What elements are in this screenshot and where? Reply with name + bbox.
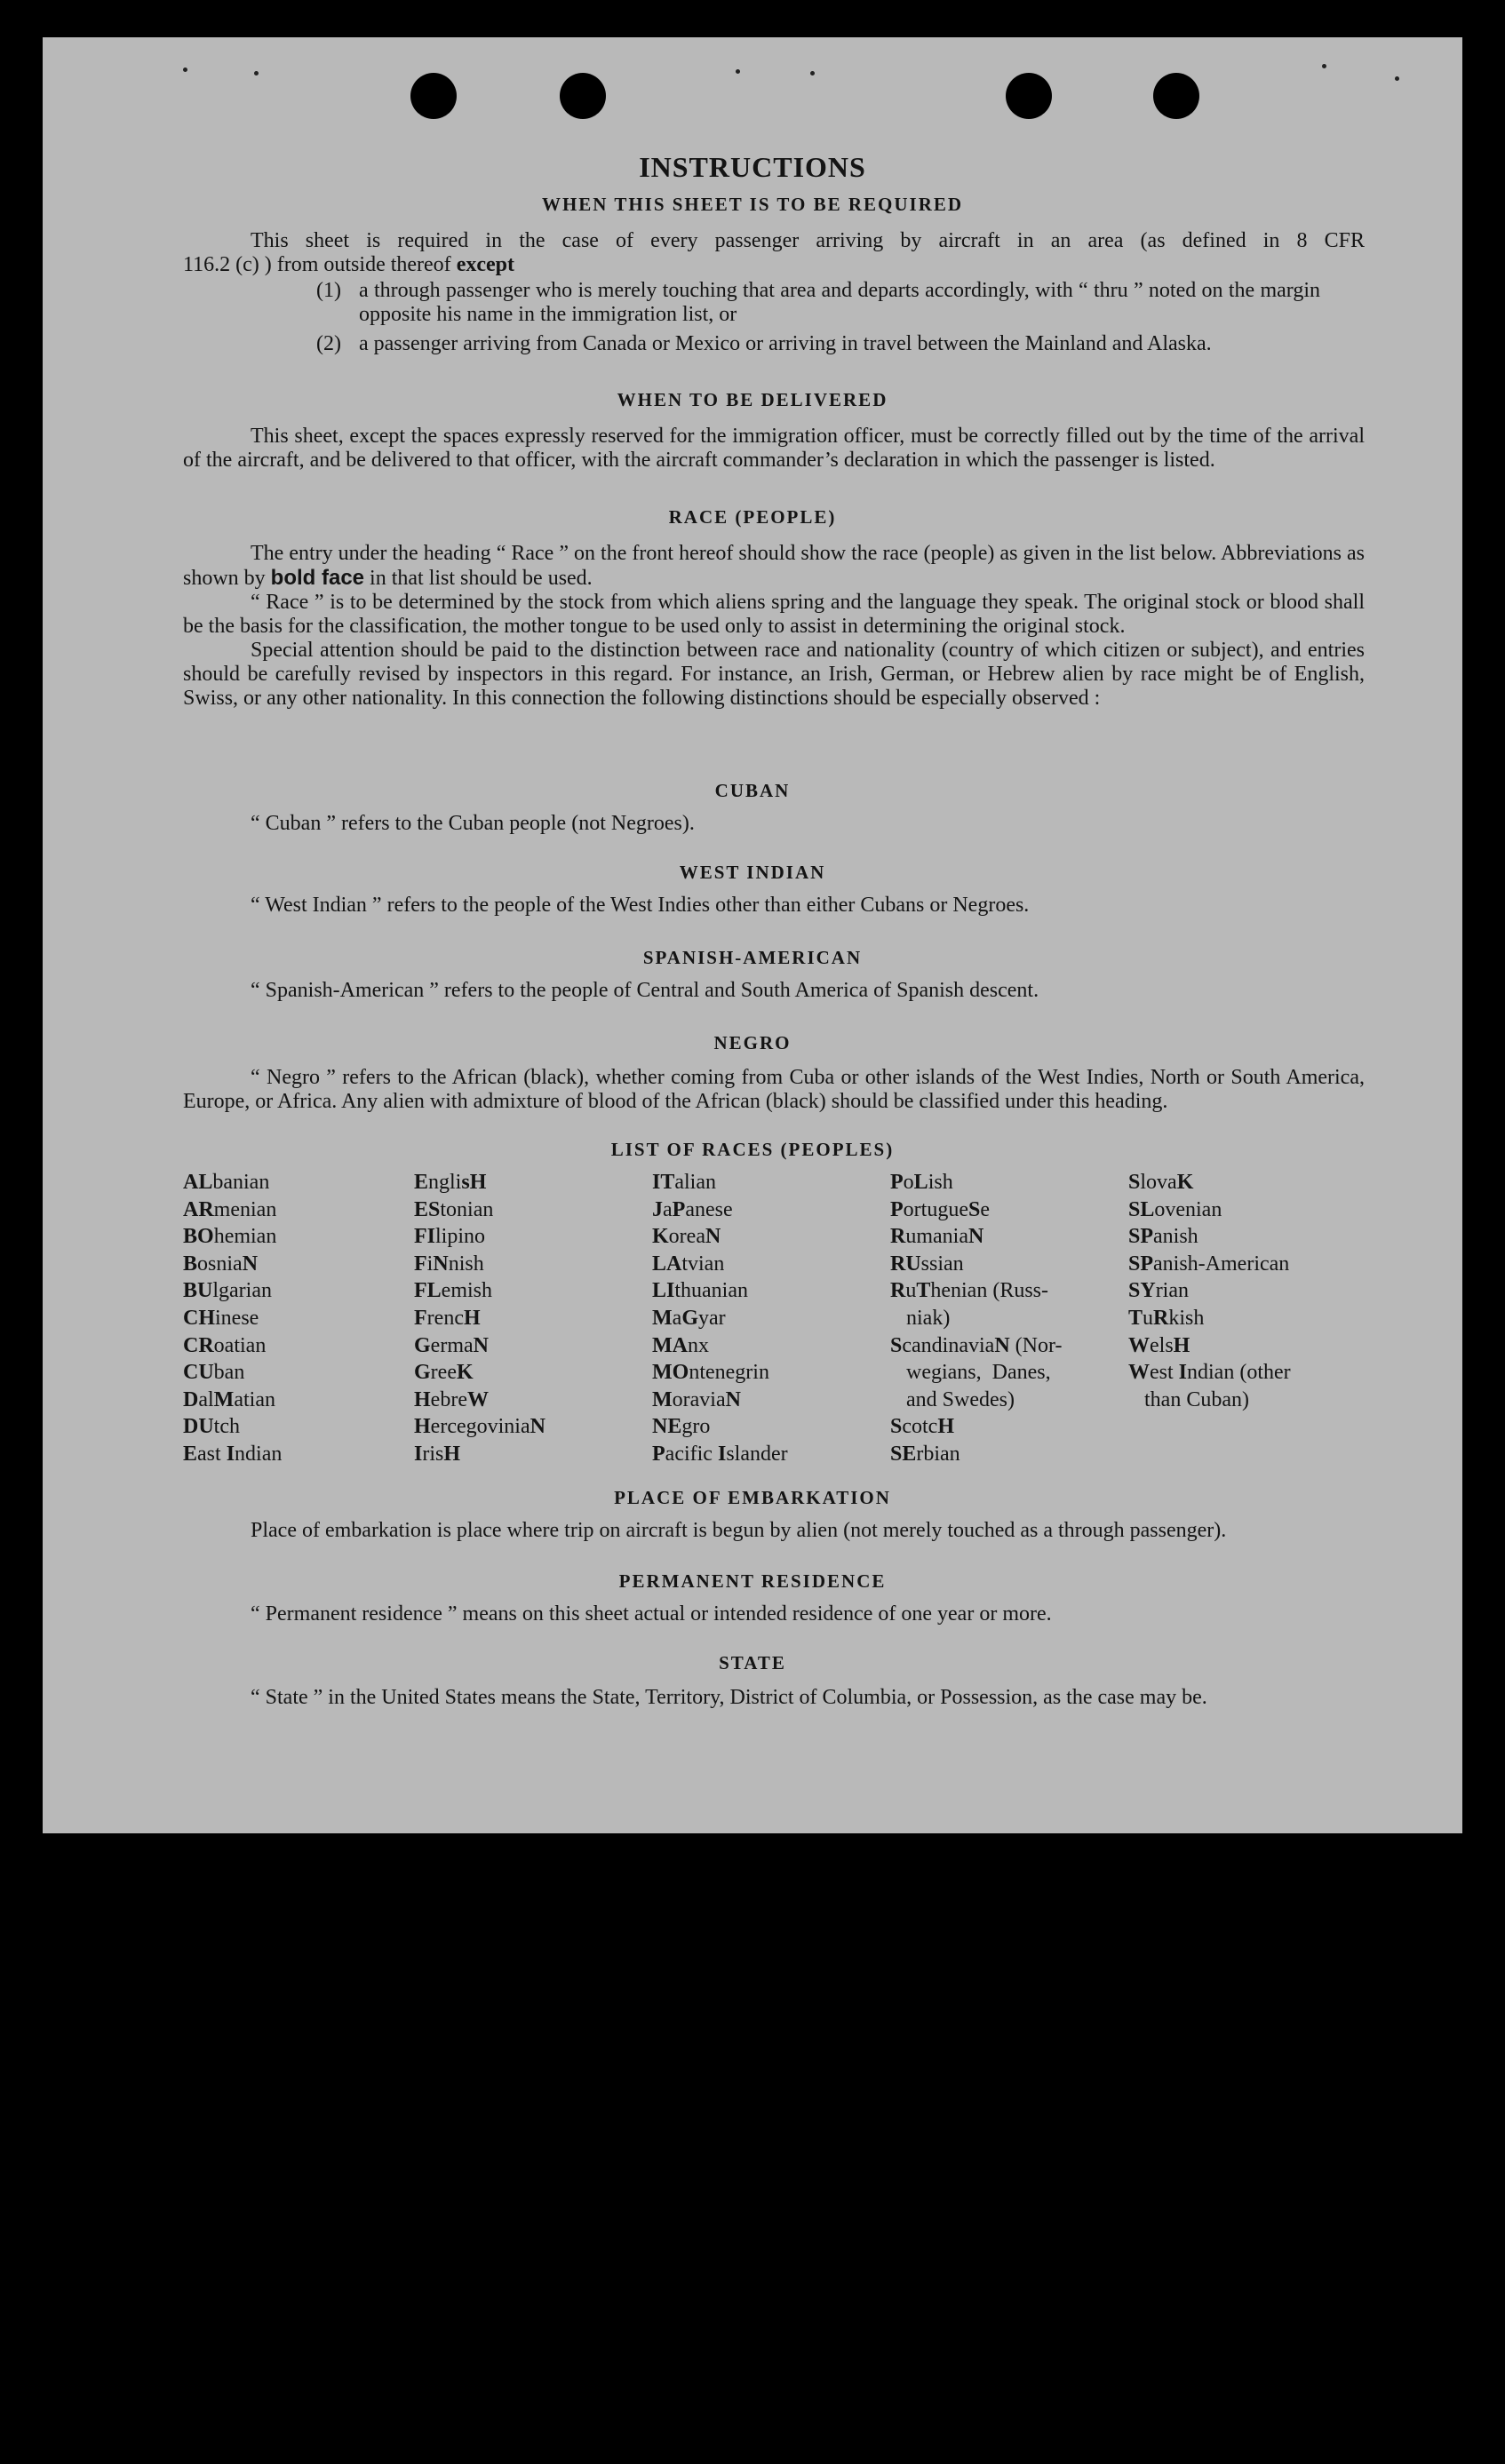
race-text: ntenegrin: [689, 1361, 769, 1385]
paragraph: [183, 425, 1365, 473]
race-entry: [414, 1251, 545, 1278]
abbreviation-letters: M: [652, 1387, 673, 1411]
abbreviation-letters: H: [463, 1306, 481, 1330]
paragraph: [183, 1519, 1365, 1543]
race-entry: [890, 1387, 1062, 1414]
race-entry: [1128, 1359, 1291, 1387]
section-heading: WHEN THIS SHEET IS TO BE REQUIRED: [541, 194, 964, 215]
abbreviation-letters: LA: [652, 1252, 682, 1276]
punch-hole: [410, 73, 457, 119]
race-entry: [890, 1359, 1062, 1387]
abbreviation-letters: IT: [652, 1171, 675, 1194]
abbreviation-letters: CU: [183, 1361, 214, 1385]
abbreviation-letters: K: [652, 1225, 669, 1249]
paragraph-line: This sheet is required in the case of every passenger arriving by aircraft in an area (as defined in 8 CFR: [251, 229, 1365, 252]
speck: [736, 69, 740, 74]
paragraph: [183, 894, 1365, 918]
race-text: henian (Russ-: [930, 1279, 1049, 1303]
race-text: wegians, Danes,: [890, 1361, 1051, 1385]
section-heading: RACE (PEOPLE): [668, 506, 837, 528]
race-text: o: [903, 1171, 914, 1194]
abbreviation-letters: SP: [1128, 1225, 1154, 1249]
abbreviation-letters: F: [414, 1252, 427, 1276]
abbreviation-letters: FL: [414, 1279, 442, 1303]
paragraph-text: “ Permanent residence ” means on this sheet actual or intended residence of one year or more.: [251, 1602, 1052, 1625]
abbreviation-letters: T: [916, 1279, 931, 1303]
document-page: [43, 37, 1462, 1833]
race-entry: [414, 1359, 545, 1387]
race-text: a: [663, 1197, 673, 1221]
race-text: est: [1150, 1361, 1179, 1385]
race-text: umania: [905, 1225, 968, 1249]
race-text: lipino: [435, 1225, 486, 1249]
abbreviation-letters: K: [1176, 1171, 1194, 1194]
race-entry: [1128, 1169, 1291, 1196]
race-entry: [652, 1277, 788, 1305]
race-text: anish-American: [1153, 1252, 1290, 1276]
section-heading: WHEN TO BE DELIVERED: [617, 389, 888, 410]
paragraph: [183, 229, 1365, 277]
race-text: menian: [213, 1197, 277, 1221]
abbreviation-letters: I: [414, 1442, 423, 1466]
abbreviation-letters: W: [1128, 1361, 1150, 1385]
page-title: INSTRUCTIONS: [639, 151, 866, 183]
abbreviation-letters: H: [937, 1415, 955, 1439]
abbreviation-letters: B: [183, 1252, 198, 1276]
abbreviation-letters: T: [1128, 1306, 1143, 1330]
race-text: thuanian: [674, 1279, 748, 1303]
race-entry: [414, 1441, 545, 1468]
abbreviation-letters: H: [1173, 1333, 1190, 1357]
abbreviation-letters: S: [968, 1197, 981, 1221]
race-entry: [890, 1169, 1062, 1196]
abbreviation-letters: SP: [1128, 1252, 1154, 1276]
race-text: ovenian: [1154, 1197, 1222, 1221]
abbreviation-letters: M: [213, 1387, 235, 1411]
race-text: renc: [426, 1306, 464, 1330]
abbreviation-letters: I: [1178, 1361, 1188, 1385]
race-entry: [890, 1277, 1062, 1305]
races-column: [890, 1169, 1062, 1468]
abbreviation-letters: R: [1153, 1306, 1169, 1330]
abbreviation-letters: N: [705, 1225, 721, 1249]
race-entry: [890, 1332, 1062, 1360]
paragraph-text: Place of embarkation is place where trip on aircraft is begun by alien (not merely touched as a through passenger).: [251, 1519, 1227, 1542]
race-text: al: [198, 1387, 214, 1411]
abbreviation-letters: N: [530, 1415, 545, 1439]
races-column: [1128, 1169, 1291, 1413]
race-text: anish: [1153, 1225, 1198, 1249]
race-text: ngli: [428, 1171, 462, 1194]
abbreviation-letters: SY: [1128, 1279, 1156, 1303]
race-entry: [183, 1223, 282, 1251]
abbreviation-letters: MA: [652, 1333, 688, 1357]
race-text: anese: [685, 1197, 733, 1221]
race-entry: [652, 1169, 788, 1196]
race-entry: [183, 1359, 282, 1387]
abbreviation-letters: N: [994, 1333, 1010, 1357]
race-text: yar: [697, 1306, 726, 1330]
race-text: gro: [681, 1415, 711, 1439]
abbreviation-letters: RU: [890, 1252, 921, 1276]
paragraph-text: “ State ” in the United States means the State, Territory, District of Columbia, or Possession, as the case may be.: [251, 1686, 1207, 1709]
abbreviation-letters: P: [890, 1197, 904, 1221]
item-text: a through passenger who is merely touching that area and departs accordingly, with “ thru ” noted on the margin opposite his name in the immigration list, or: [359, 279, 1320, 326]
race-text: ercegovinia: [430, 1415, 530, 1439]
bold-text: except: [456, 253, 514, 276]
race-entry: [652, 1413, 788, 1441]
paragraph: [183, 542, 1365, 711]
abbreviation-letters: AR: [183, 1197, 214, 1221]
race-text: ndian (other: [1187, 1361, 1291, 1385]
paragraph: [183, 1686, 1365, 1710]
race-entry: [414, 1413, 545, 1441]
punch-hole: [1006, 73, 1052, 119]
race-text: ris: [422, 1442, 444, 1466]
race-text: hemian: [213, 1225, 277, 1249]
list-item: [316, 332, 1365, 380]
list-item: [316, 279, 1365, 327]
race-entry: [890, 1251, 1062, 1278]
races-column: [414, 1169, 545, 1468]
paragraph: [183, 979, 1365, 1003]
race-entry: [414, 1223, 545, 1251]
race-text: a: [672, 1306, 682, 1330]
race-text: u: [1143, 1306, 1154, 1330]
race-text: candinavia: [902, 1333, 995, 1357]
abbreviation-letters: R: [890, 1279, 906, 1303]
abbreviation-letters: P: [672, 1197, 686, 1221]
abbreviation-letters: MO: [652, 1361, 689, 1385]
race-text: oatian: [213, 1333, 267, 1357]
race-entry: [652, 1196, 788, 1224]
race-text: ndian: [235, 1442, 283, 1466]
race-entry: [414, 1169, 545, 1196]
race-text: ebre: [430, 1387, 467, 1411]
section-heading: PERMANENT RESIDENCE: [618, 1570, 887, 1592]
paragraph-line: 116.2 (c) ) from outside thereof: [183, 253, 451, 276]
race-entry: [414, 1277, 545, 1305]
race-text: tch: [213, 1415, 240, 1439]
race-text: acific: [665, 1442, 718, 1466]
paragraph-text: Special attention should be paid to the distinction between race and nationality (country of which citizen or subject), and entries should be carefully revised by inspectors in this regard. For instance, an Irish, German, or Hebrew alien by race might be of English, Swiss, or any other nationality. In this connection the following distinctions should be especially observed :: [183, 639, 1365, 710]
paragraph-text: “ Cuban ” refers to the Cuban people (not Negroes).: [251, 812, 695, 835]
race-text: atian: [234, 1387, 275, 1411]
section-heading: CUBAN: [714, 780, 791, 801]
race-text: els: [1150, 1333, 1174, 1357]
abbreviation-letters: E: [414, 1171, 429, 1194]
race-text: than Cuban): [1128, 1387, 1249, 1411]
race-text: niak): [890, 1306, 951, 1330]
abbreviation-letters: N: [968, 1225, 984, 1249]
paragraph-text: The entry under the heading “ Race ” on the front hereof should show the race (people) as given in the list below. Abbreviations as shown by: [183, 542, 1365, 590]
race-entry: [183, 1332, 282, 1360]
race-text: ast: [197, 1442, 227, 1466]
abbreviation-letters: M: [652, 1306, 673, 1330]
paragraph-text: “ West Indian ” refers to the people of the West Indies other than either Cubans or Negroes.: [251, 894, 1030, 917]
section-heading: NEGRO: [713, 1032, 792, 1053]
race-entry: [183, 1169, 282, 1196]
abbreviation-letters: CR: [183, 1333, 214, 1357]
race-text: rian: [1155, 1279, 1189, 1303]
abbreviation-letters: H: [443, 1442, 461, 1466]
abbreviation-letters: S: [890, 1333, 903, 1357]
speck: [183, 68, 187, 72]
abbreviation-letters: LI: [652, 1279, 675, 1303]
abbreviation-letters: P: [652, 1442, 665, 1466]
race-text: ban: [213, 1361, 245, 1385]
race-entry: [1128, 1305, 1291, 1332]
abbreviation-letters: G: [681, 1306, 698, 1330]
abbreviation-letters: SE: [890, 1442, 917, 1466]
section-heading: WEST INDIAN: [679, 862, 826, 883]
race-text: ree: [430, 1361, 457, 1385]
abbreviation-letters: W: [1128, 1333, 1150, 1357]
race-text: kish: [1168, 1306, 1205, 1330]
race-entry: [890, 1441, 1062, 1468]
race-entry: [183, 1387, 282, 1414]
paragraph-text: This sheet, except the spaces expressly reserved for the immigration officer, must be correctly filled out by the time of the arrival of the aircraft, and be delivered to that officer, with the aircraft commander’s declaration in which the passenger is listed.: [183, 425, 1365, 472]
abbreviation-letters: sH: [461, 1171, 487, 1194]
race-text: alian: [674, 1171, 716, 1194]
abbreviation-letters: N: [473, 1333, 489, 1357]
race-entry: [1128, 1277, 1291, 1305]
race-entry: [652, 1359, 788, 1387]
abbreviation-letters: N: [725, 1387, 741, 1411]
race-text: nish: [448, 1252, 484, 1276]
race-text: and Swedes): [890, 1387, 1015, 1411]
race-text: u: [905, 1279, 917, 1303]
race-text: ssian: [920, 1252, 964, 1276]
punch-hole: [560, 73, 606, 119]
race-entry: [414, 1332, 545, 1360]
race-entry: [183, 1441, 282, 1468]
race-text: lgarian: [212, 1279, 272, 1303]
abbreviation-letters: J: [652, 1197, 663, 1221]
race-text: nx: [687, 1333, 709, 1357]
abbreviation-letters: N: [433, 1252, 449, 1276]
abbreviation-letters: ES: [414, 1197, 441, 1221]
race-entry: [1128, 1196, 1291, 1224]
race-text: e: [980, 1197, 990, 1221]
item-text: a passenger arriving from Canada or Mexico or arriving in travel between the Mainland and Alaska.: [359, 332, 1212, 355]
race-text: inese: [215, 1306, 259, 1330]
abbreviation-letters: P: [890, 1171, 904, 1194]
section-heading: SPANISH-AMERICAN: [642, 947, 863, 968]
race-entry: [1128, 1251, 1291, 1278]
race-text: banian: [212, 1171, 270, 1194]
abbreviation-letters: SL: [1128, 1197, 1155, 1221]
race-text: osnia: [197, 1252, 243, 1276]
race-text: i: [426, 1252, 434, 1276]
abbreviation-letters: W: [466, 1387, 489, 1411]
abbreviation-letters: AL: [183, 1171, 213, 1194]
item-number: (1): [316, 279, 341, 302]
race-text: lova: [1140, 1171, 1177, 1194]
abbreviation-letters: K: [456, 1361, 474, 1385]
section-heading: STATE: [719, 1652, 786, 1673]
race-entry: [1128, 1223, 1291, 1251]
race-entry: [652, 1305, 788, 1332]
section-heading: LIST OF RACES (PEOPLES): [610, 1139, 895, 1160]
race-text: oravia: [672, 1387, 726, 1411]
race-entry: [652, 1332, 788, 1360]
abbreviation-letters: G: [414, 1361, 431, 1385]
race-entry: [652, 1251, 788, 1278]
abbreviation-letters: I: [226, 1442, 235, 1466]
race-text: tonian: [440, 1197, 494, 1221]
race-entry: [890, 1305, 1062, 1332]
race-text: cotc: [902, 1415, 938, 1439]
race-text: (Nor-: [1009, 1333, 1063, 1357]
race-entry: [890, 1196, 1062, 1224]
race-entry: [414, 1196, 545, 1224]
abbreviation-letters: L: [913, 1171, 928, 1194]
race-entry: [183, 1413, 282, 1441]
paragraph-text: “ Race ” is to be determined by the stock from which aliens spring and the language they speak. The original stock or blood shall be the basis for the classification, the mother tongue to be used only to assist in determining the original stock.: [183, 591, 1365, 638]
abbreviation-letters: S: [890, 1415, 903, 1439]
race-entry: [1128, 1387, 1291, 1414]
bold-text: bold face: [270, 566, 365, 590]
race-entry: [414, 1387, 545, 1414]
abbreviation-letters: D: [183, 1387, 199, 1411]
race-entry: [652, 1441, 788, 1468]
abbreviation-letters: NE: [652, 1415, 682, 1439]
abbreviation-letters: BU: [183, 1279, 213, 1303]
race-text: rbian: [916, 1442, 960, 1466]
item-number: (2): [316, 332, 341, 355]
race-text: slander: [726, 1442, 788, 1466]
race-entry: [1128, 1332, 1291, 1360]
abbreviation-letters: BO: [183, 1225, 214, 1249]
section-heading: PLACE OF EMBARKATION: [614, 1487, 891, 1508]
race-text: tvian: [681, 1252, 725, 1276]
race-entry: [414, 1305, 545, 1332]
paragraph: [183, 1602, 1365, 1626]
race-entry: [183, 1251, 282, 1278]
abbreviation-letters: I: [717, 1442, 727, 1466]
paragraph: [183, 812, 1365, 836]
race-entry: [183, 1196, 282, 1224]
race-text: ortugue: [903, 1197, 968, 1221]
paragraph: [183, 1066, 1365, 1114]
speck: [254, 71, 259, 76]
abbreviation-letters: E: [183, 1442, 198, 1466]
paragraph-text: “ Negro ” refers to the African (black), whether coming from Cuba or other islands of the West Indies, North or South America, Europe, or Africa. Any alien with admixture of blood of the African (black) should be classified under this heading.: [183, 1066, 1365, 1113]
abbreviation-letters: S: [1128, 1171, 1141, 1194]
abbreviation-letters: CH: [183, 1306, 215, 1330]
speck: [1395, 76, 1399, 81]
races-column: [183, 1169, 282, 1468]
abbreviation-letters: R: [890, 1225, 906, 1249]
race-text: orea: [668, 1225, 705, 1249]
speck: [810, 71, 815, 76]
paragraph-text: in that list should be used.: [370, 567, 593, 590]
races-column: [652, 1169, 788, 1468]
race-entry: [652, 1223, 788, 1251]
race-entry: [890, 1223, 1062, 1251]
speck: [1322, 64, 1326, 68]
abbreviation-letters: H: [414, 1415, 431, 1439]
race-entry: [652, 1387, 788, 1414]
abbreviation-letters: H: [414, 1387, 431, 1411]
race-entry: [183, 1277, 282, 1305]
abbreviation-letters: N: [242, 1252, 259, 1276]
race-text: erma: [430, 1333, 474, 1357]
race-text: emish: [441, 1279, 492, 1303]
punch-hole: [1153, 73, 1199, 119]
abbreviation-letters: DU: [183, 1415, 214, 1439]
race-text: ish: [928, 1171, 953, 1194]
abbreviation-letters: F: [414, 1306, 427, 1330]
abbreviation-letters: FI: [414, 1225, 435, 1249]
race-entry: [890, 1413, 1062, 1441]
paragraph-text: “ Spanish-American ” refers to the people of Central and South America of Spanish descent.: [251, 979, 1039, 1002]
abbreviation-letters: G: [414, 1333, 431, 1357]
race-entry: [183, 1305, 282, 1332]
